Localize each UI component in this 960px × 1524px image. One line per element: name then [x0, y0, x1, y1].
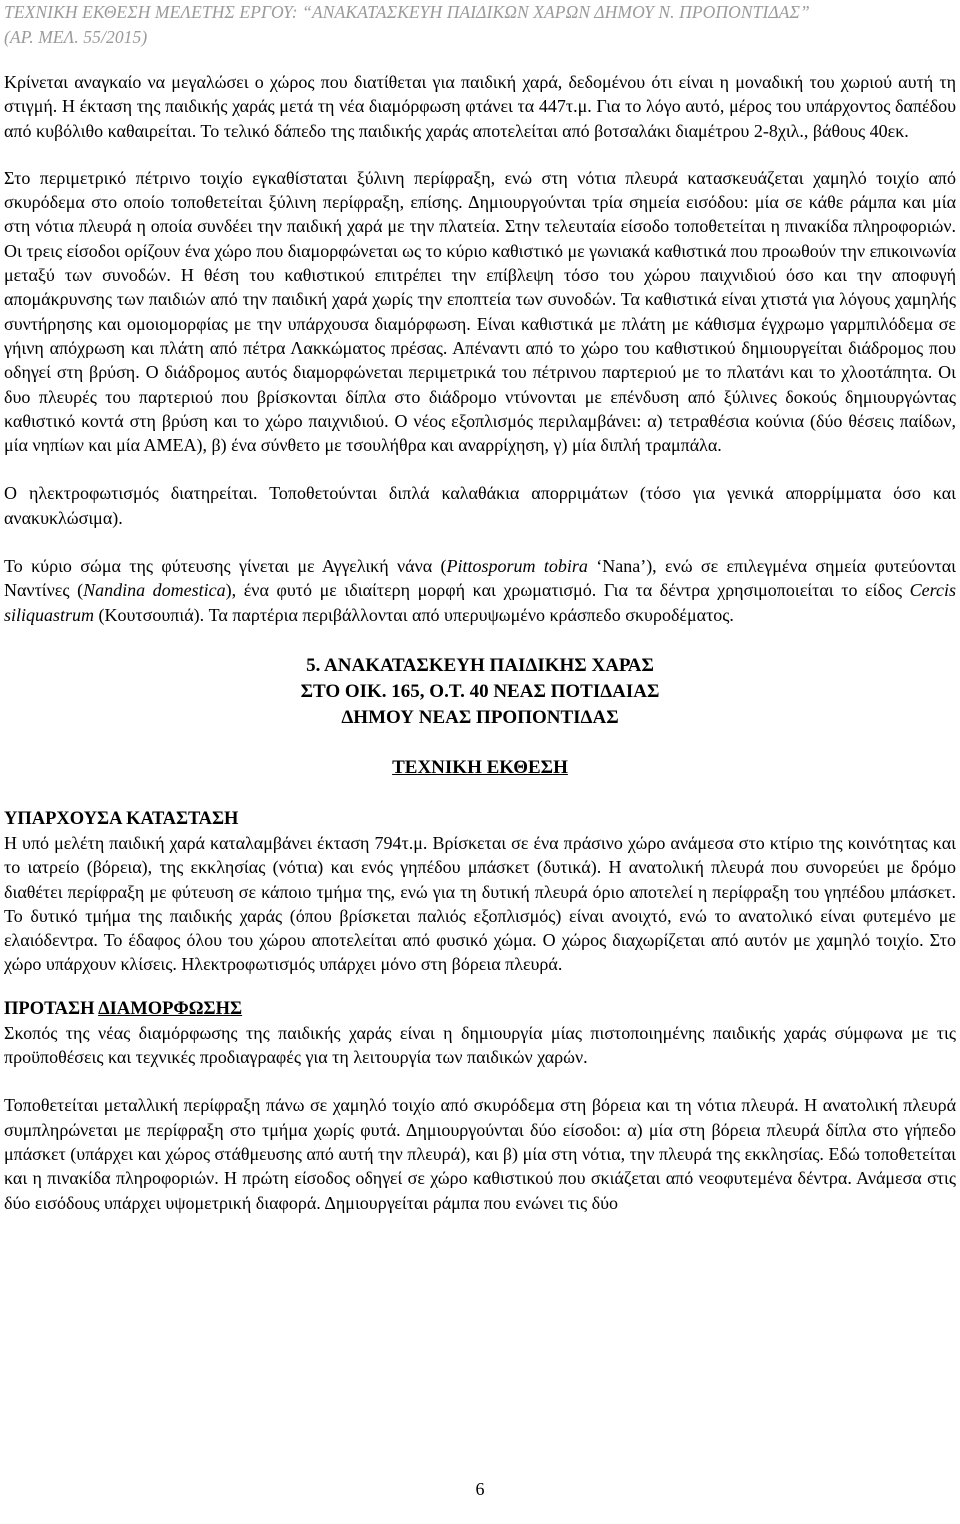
planting-text-part-1: Το κύριο σώμα της φύτευσης γίνεται με Αγγελική νάνα ( — [4, 556, 447, 577]
paragraph-fencing-and-seating: Στο περιμετρικό πέτρινο τοιχίο εγκαθίσταται ξύλινη περίφραξη, ενώ στη νότια πλευρά κατασκευάζεται χαμηλό τοιχίο από σκυρόδεμα στο οποίο τοποθετείται ξύλινη περίφραξη, επίσης. Δημιουργούνται τρία σημεία εισόδου: μία σε κάθε ράμπα και μία στη νότια πλευρά η οποία συνδέει την παιδική χαρά με την πλατεία. Στην τελευταία είσοδο τοποθετείται η πινακίδα πληροφοριών. Οι τρεις είσοδοι ορίζουν ένα χώρο που διαμορφώνεται ως το κύριο καθιστικό με γωνιακά καθιστικά που προωθούν την επικοινωνία μεταξύ των συνοδών. Η θέση του καθιστικού επιτρέπει την επίβλεψη τόσο του χώρου παιχνιδιού όσο και την αποφυγή απομάκρυνσης των παιδιών από την παιδική χαρά χωρίς την εποπτεία των συνοδών. Τα καθιστικά είναι χτιστά για λόγους χαμηλής συντήρησης και ομοιομορφίας με την υπάρχουσα διαμόρφωση. Είναι καθιστικά με πλάτη με κάθισμα έγχρωμο γαρμπιλόδεμα σε γήινη απόχρωση και πλάτη από πέτρα Λακκώματος πρέσας. Απέναντι από το χώρο του καθιστικού δημιουργείται διάδρομος που οδηγεί στη βρύση. Ο διάδρομος αυτός διαμορφώνεται περιμετρικά του πέτρινου παρτεριού με το πλατάνι και το χλοοτάπητα. Οι δυο πλευρές του παρτεριού που βρίσκονται δίπλα στο διάδρομο ντύνονται με επένδυση από ξύλινες δοκούς δημιουργώντας καθιστικό κοντά στη βρύση και το χώρο παιχνιδιού. Ο νέος εξοπλισμός περιλαμβάνει: α) τετραθέσια κούνια (δύο θέσεις παίδων, μία νηπίων και μία ΑΜΕΑ), β) ένα σύνθετο με τσουλήθρα και αναρρίχηση, γ) μία διπλή τραμπάλα. — [4, 167, 956, 456]
planting-text-part-3: ), ένα φυτό με ιδιαίτερη μορφή και χρωματισμό. Για τα δέντρα χρησιμοποιείται το είδος — [225, 580, 910, 601]
paragraph-lighting-and-bins: Ο ηλεκτροφωτισμός διατηρείται. Τοποθετούνται διπλά καλαθάκια απορριμάτων (τόσο για γενικά απορρίμματα όσο και ανακυκλώσιμα). — [4, 483, 956, 528]
existing-condition-heading: ΥΠΑΡΧΟΥΣΑ ΚΑΤΑΣΤΑΣΗ — [4, 808, 239, 829]
design-proposal-heading-underlined: ΔΙΑΜΟΡΦΩΣΗΣ — [98, 998, 243, 1019]
section-5-heading-line-3: ΔΗΜΟΥ ΝΕΑΣ ΠΡΟΠΟΝΤΙΔΑΣ — [341, 706, 619, 728]
design-proposal-heading-plain: ΠΡΟΤΑΣΗ — [4, 998, 99, 1019]
planting-latin-name-cercis: Cercis siliquastrum — [4, 580, 956, 625]
running-header-line-2: (ΑΡ. ΜΕΛ. 55/2015) — [4, 27, 148, 47]
planting-latin-name-pittosporum: Pittosporum tobira — [446, 556, 588, 577]
paragraph-playground-expansion: Κρίνεται αναγκαίο να μεγαλώσει ο χώρος που διατίθεται για παιδική χαρά, δεδομένου ότι είναι η μοναδική του χωριού αυτή τη στιγμή. Η έκταση της παιδικής χαράς μετά τη νέα διαμόρφωση φτάνει τα 447τ.μ. Για το λόγο αυτό, μέρος του υπάρχοντος δαπέδου από κυβόλιθο καθαιρείται. Το τελικό δάπεδο της παιδικής χαράς αποτελείται από βοτσαλάκι διαμέτρου 2-8χιλ., βάθους 40εκ. — [4, 72, 956, 141]
running-header-line-1: ΤΕΧΝΙΚΗ ΕΚΘΕΣΗ ΜΕΛΕΤΗΣ ΕΡΓΟΥ: “ΑΝΑΚΑΤΑΣΚΕΥΗ ΠΑΙΔΙΚΩΝ ΧΑΡΩΝ ΔΗΜΟΥ Ν. ΠΡΟΠΟΝΤΙΔΑΣ” — [4, 2, 810, 22]
paragraph-design-proposal: Σκοπός της νέας διαμόρφωσης της παιδικής χαράς είναι η δημιουργία μίας πιστοποιημένης παιδικής χαράς σύμφωνα με τις προϋποθέσεις και τεχνικές προδιαγραφές για τη λειτουργία των παιδικών χαρών. — [4, 1022, 956, 1068]
section-5-heading — [4, 653, 956, 731]
planting-text-part-2: ‘Nana’), ενώ σε επιλεγμένα σημεία φυτεύονται Ναντίνες ( — [4, 556, 957, 601]
paragraph-existing-condition: Η υπό μελέτη παιδική χαρά καταλαμβάνει έκταση 794τ.μ. Βρίσκεται σε ένα πράσινο χώρο ανάμεσα στο κτίριο της κοινότητας και το ιατρείο (βόρεια), της εκκλησίας (νότια) και ενός γηπέδου μπάσκετ (δυτικά). Η ανατολική πλευρά που συνορεύει με δρόμο διαθέτει περίφραξη με φύτευση σε κάποιο τμήμα της, ενώ για τη δυτική πλευρά όριο αποτελεί η περίφραξη του γηπέδου μπάσκετ. Το δυτικό τμήμα της παιδικής χαράς (όπου βρίσκεται παλιός εξοπλισμός) είναι ανοιχτό, ενώ το ανατολικό είναι φυτεμένο με ελαιόδεντρα. Το έδαφος όλου του χώρου αποτελείται από φυσικό χώμα. Ο χώρος διαχωρίζεται από αυτόν με χαμηλό τοιχίο. Στο χώρο υπάρχουν κλίσεις. Ηλεκτροφωτισμός υπάρχει μόνο στη βόρεια πλευρά. — [4, 832, 956, 975]
paragraph-fence-and-entrances: Τοποθετείται μεταλλική περίφραξη πάνω σε χαμηλό τοιχίο από σκυρόδεμα στη βόρεια και τη νότια πλευρά. Η ανατολική πλευρά συμπληρώνεται με περίφραξη στο τμήμα χωρίς φυτά. Δημιουργούνται δύο είσοδοι: α) μία στη βόρεια πλευρά δίπλα στο γήπεδο μπάσκετ (υπάρχει και χώρος στάθμευσης από αυτή την πλευρά), και β) μία στη νότια, την πλευρά της εκκλησίας. Εδώ τοποθετείται και η πινακίδα πληροφοριών. Η πρώτη είσοδος οδηγεί σε χώρο καθιστικού που σκιάζεται από νεοφυτεμένα δέντρα. Ανάμεσα στις δύο εισόδους υπάρχει υψομετρική διαφορά. Δημιουργείται ράμπα που ενώνει τις δύο — [4, 1095, 956, 1213]
paragraph-planting — [4, 554, 956, 627]
running-header — [4, 0, 956, 50]
section-5-heading-line-2: ΣΤΟ ΟΙΚ. 165, Ο.Τ. 40 ΝΕΑΣ ΠΟΤΙΔΑΙΑΣ — [300, 680, 660, 702]
planting-text-part-4: (Κουτσουπιά). Τα παρτέρια περιβάλλονται από υπερυψωμένο κράσπεδο σκυροδέματος. — [94, 604, 734, 625]
page-number: 6 — [475, 1479, 485, 1499]
technical-report-title: ΤΕΧΝΙΚΗ ΕΚΘΕΣΗ — [392, 756, 568, 778]
planting-latin-name-nandina: Nandina domestica — [83, 580, 226, 601]
section-5-heading-line-1: 5. ΑΝΑΚΑΤΑΣΚΕΥΗ ΠΑΙΔΙΚΗΣ ΧΑΡΑΣ — [306, 654, 654, 676]
design-proposal-heading — [4, 997, 956, 1021]
